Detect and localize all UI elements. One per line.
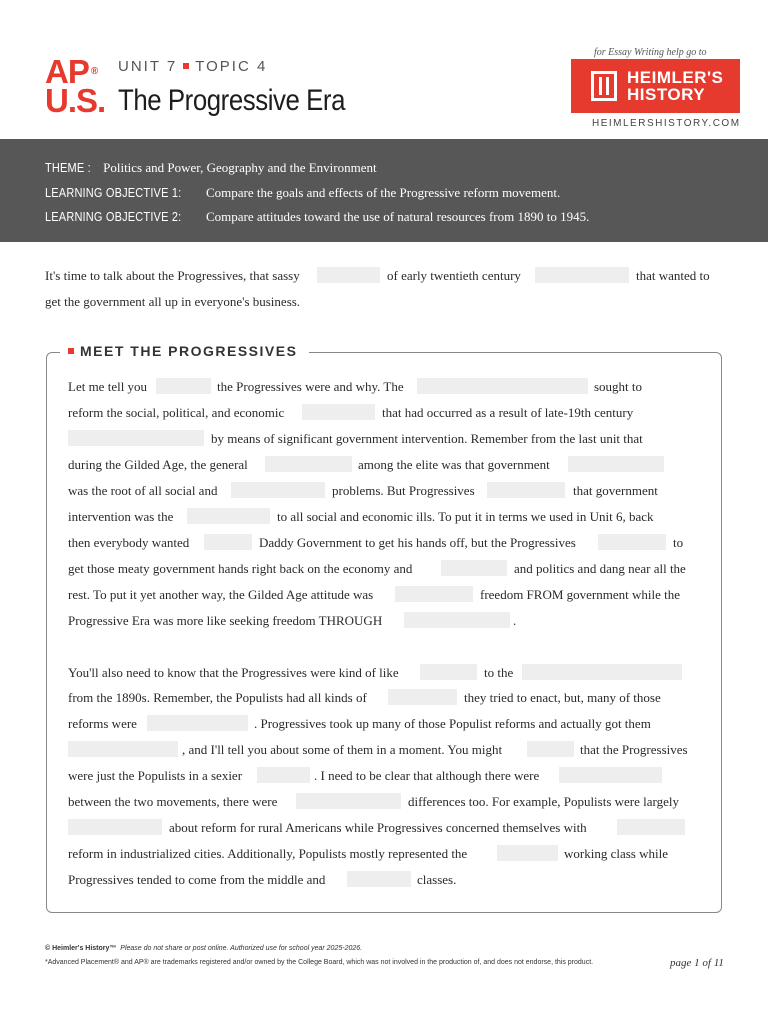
- fill-blank[interactable]: [441, 560, 507, 576]
- fill-blank[interactable]: [497, 845, 558, 861]
- brand-line-1: HEIMLER'S: [627, 68, 724, 87]
- fill-blank[interactable]: [559, 767, 662, 783]
- topic-label: TOPIC 4: [195, 58, 268, 75]
- paragraph-text: then everybody wanted: [68, 535, 190, 550]
- paragraph-text: reform in industrialized cities. Additionally, Populists mostly represented the: [68, 846, 468, 861]
- paragraph-text: You'll also need to know that the Progressives were kind of like: [68, 665, 399, 680]
- fill-blank[interactable]: [317, 267, 380, 283]
- footer-copyright: © Heimler's History™ Please do not share or post online. Authorized use for school year 2025-2026.: [45, 945, 363, 952]
- fill-blank[interactable]: [231, 482, 325, 498]
- paragraph-text: to: [673, 535, 684, 550]
- paragraph-text: problems. But Progressives: [332, 483, 475, 498]
- fill-blank[interactable]: [420, 664, 477, 680]
- fill-blank[interactable]: [156, 378, 211, 394]
- fill-blank[interactable]: [147, 715, 248, 731]
- theme-label: THEME :: [45, 161, 91, 175]
- page-number: page 1 of 11: [670, 957, 724, 969]
- fill-blank[interactable]: [265, 456, 352, 472]
- brand-line-2: HISTORY: [627, 85, 706, 104]
- fill-blank[interactable]: [257, 767, 310, 783]
- paragraph-text: Let me tell you: [68, 379, 148, 394]
- paragraph-text: that had occurred as a result of late-19th century: [382, 405, 634, 420]
- fill-blank[interactable]: [302, 404, 375, 420]
- intro-text: It's time to talk about the Progressives, that sassy: [45, 268, 300, 283]
- paragraph-text: classes.: [417, 872, 457, 887]
- fill-blank[interactable]: [388, 689, 457, 705]
- footer-trademark: *Advanced Placement® and AP® are trademarks registered and/or owned by the College Board, which was not involved in the production of, and does not endorse, this product.: [45, 959, 594, 966]
- paragraph-text: freedom FROM government while the: [480, 587, 681, 602]
- fill-blank[interactable]: [68, 430, 204, 446]
- paragraph-text: . I need to be clear that although there were: [314, 768, 540, 783]
- fill-blank[interactable]: [187, 508, 270, 524]
- paragraph-text: about reform for rural Americans while Progressives concerned themselves with: [169, 820, 587, 835]
- paragraph-text: Progressives tended to come from the middle and: [68, 872, 326, 887]
- hh-monogram-icon: [591, 71, 617, 101]
- unit-label: UNIT 7: [118, 58, 178, 75]
- paragraph-text: get those meaty government hands right back on the economy and: [68, 561, 413, 576]
- heimlers-history-logo[interactable]: [571, 59, 740, 113]
- paragraph-text: Daddy Government to get his hands off, but the Progressives: [259, 535, 576, 550]
- fill-blank[interactable]: [535, 267, 629, 283]
- bullet-square-icon: [183, 63, 189, 69]
- paragraph-text: the Progressives were and why. The: [217, 379, 404, 394]
- objectives-band: [0, 139, 768, 242]
- section-heading: MEET THE PROGRESSIVES: [60, 343, 309, 359]
- paragraph-text: between the two movements, there were: [68, 794, 278, 809]
- paragraph-text: they tried to enact, but, many of those: [464, 690, 661, 705]
- paragraph-text: during the Gilded Age, the general: [68, 457, 248, 472]
- page-title: The Progressive Era: [118, 84, 345, 117]
- promo-text: for Essay Writing help go to: [594, 47, 707, 58]
- paragraph-text: rest. To put it yet another way, the Gilded Age attitude was: [68, 587, 374, 602]
- paragraph-text: from the 1890s. Remember, the Populists had all kinds of: [68, 690, 367, 705]
- fill-blank[interactable]: [204, 534, 252, 550]
- fill-blank[interactable]: [395, 586, 473, 602]
- brand-url-link[interactable]: HEIMLERSHISTORY.COM: [592, 118, 741, 129]
- paragraph-text: reforms were: [68, 716, 137, 731]
- fill-blank[interactable]: [487, 482, 565, 498]
- paragraph-text: . Progressives took up many of those Populist reforms and actually got them: [254, 716, 651, 731]
- objective-2-label: LEARNING OBJECTIVE 2:: [45, 210, 182, 224]
- paragraph-text: that government: [573, 483, 658, 498]
- intro-text: that wanted to: [636, 268, 710, 283]
- paragraph-text: was the root of all social and: [68, 483, 218, 498]
- paragraph-text: were just the Populists in a sexier: [68, 768, 243, 783]
- fill-blank[interactable]: [296, 793, 401, 809]
- fill-blank[interactable]: [522, 664, 682, 680]
- fill-blank[interactable]: [598, 534, 666, 550]
- objective-2-text: Compare attitudes toward the use of natural resources from 1890 to 1945.: [205, 209, 590, 224]
- fill-blank[interactable]: [417, 378, 588, 394]
- ap-us-logo: AP ® U.S.: [45, 53, 106, 119]
- paragraph-text: among the elite was that government: [358, 457, 550, 472]
- paragraph-text: to all social and economic ills. To put it in terms we used in Unit 6, back: [277, 509, 654, 524]
- intro-text: get the government all up in everyone's business.: [45, 294, 301, 309]
- objective-1-text: Compare the goals and effects of the Progressive reform movement.: [205, 185, 561, 200]
- bullet-square-icon: [68, 348, 74, 354]
- fill-blank[interactable]: [347, 871, 411, 887]
- paragraph-text: that the Progressives: [580, 742, 688, 757]
- paragraph-text: to the: [484, 665, 514, 680]
- unit-topic-label: [118, 58, 267, 75]
- objective-1-label: LEARNING OBJECTIVE 1:: [45, 186, 182, 200]
- intro-text: of early twentieth century: [387, 268, 521, 283]
- paragraph-text: by means of significant government intervention. Remember from the last unit that: [211, 431, 643, 446]
- paragraph-text: reform the social, political, and economic: [68, 405, 285, 420]
- fill-blank[interactable]: [527, 741, 574, 757]
- fill-blank[interactable]: [68, 819, 162, 835]
- paragraph-text: .: [513, 613, 517, 628]
- paragraph-text: intervention was the: [68, 509, 174, 524]
- fill-blank[interactable]: [568, 456, 664, 472]
- fill-blank[interactable]: [617, 819, 685, 835]
- objective-1-row: [45, 185, 560, 201]
- paragraph-text: , and I'll tell you about some of them in a moment. You might: [182, 742, 503, 757]
- paragraph-text: working class while: [564, 846, 668, 861]
- paragraph-text: differences too. For example, Populists were largely: [408, 794, 680, 809]
- objective-2-row: [45, 209, 589, 225]
- paragraph-text: sought to: [594, 379, 643, 394]
- fill-blank[interactable]: [68, 741, 178, 757]
- theme-text: Politics and Power, Geography and the Environment: [103, 160, 377, 175]
- theme-row: [45, 160, 377, 176]
- paragraph-text: and politics and dang near all the: [514, 561, 686, 576]
- fill-blank[interactable]: [404, 612, 510, 628]
- paragraph-text: Progressive Era was more like seeking freedom THROUGH: [68, 613, 383, 628]
